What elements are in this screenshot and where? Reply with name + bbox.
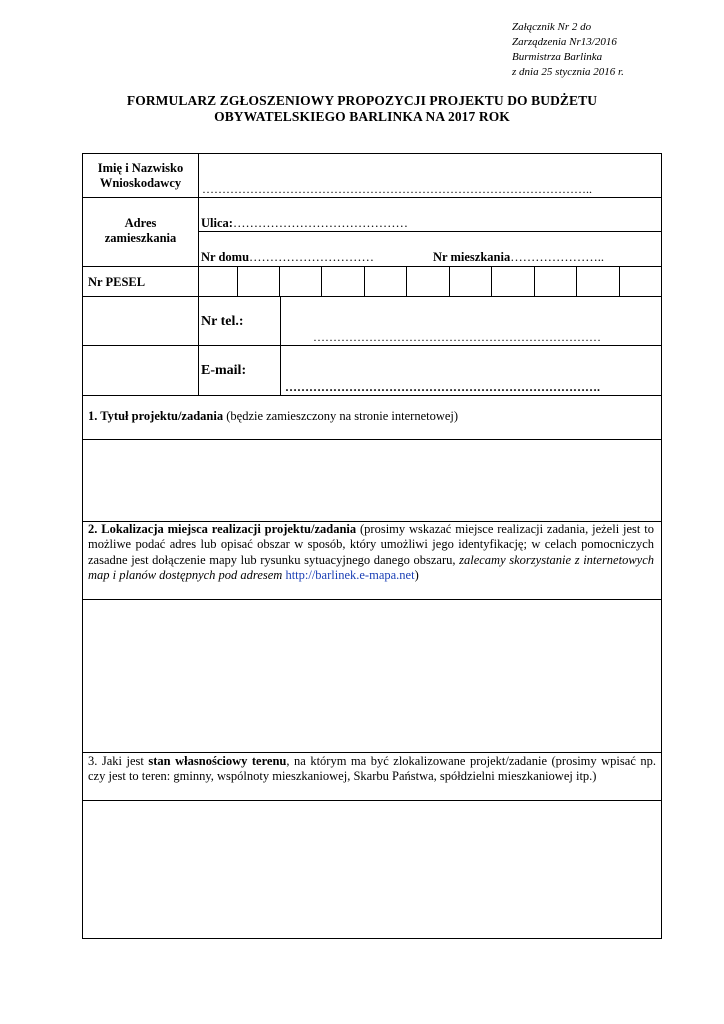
map-link[interactable]: http://barlinek.e-mapa.net [285, 567, 415, 582]
application-form [82, 153, 662, 939]
title-line-2: OBYWATELSKIEGO BARLINKA NA 2017 ROK [214, 109, 510, 124]
flat-field[interactable]: ………………….. [510, 250, 604, 264]
annex-line-3: Burmistrza Barlinka [512, 51, 603, 63]
name-label: Imię i Nazwisko Wnioskodawcy [97, 161, 184, 190]
section-3-answer-area[interactable] [83, 801, 661, 938]
section-1-heading: 1. Tytuł projektu/zadania (będzie zamieszczony na stronie internetowej) [88, 409, 459, 423]
house-field[interactable]: ………………………… [249, 250, 375, 264]
house-row [201, 250, 374, 265]
street-row [201, 216, 408, 231]
street-label: Ulica: [201, 216, 233, 230]
annex-line-2: Zarządzenia Nr13/2016 [512, 36, 617, 48]
annex-line-1: Załącznik Nr 2 do [512, 21, 592, 33]
name-field[interactable]: …………………………………………………………………………………….. [202, 182, 592, 196]
section-3-heading: 3. Jaki jest stan własnościowy terenu, na którym ma być zlokalizowane projekt/zadanie (prosimy wpisać np. czy jest to teren: gminny, wspólnoty mieszkaniowej, Skarbu Państwa, spółdzielni mieszkaniowej itp.) [88, 754, 656, 784]
annex-note [512, 20, 624, 80]
form-title [60, 93, 664, 125]
title-line-1: FORMULARZ ZGŁOSZENIOWY PROPOZYCJI PROJEKTU DO BUDŻETU [126, 93, 598, 108]
flat-label: Nr mieszkania [433, 250, 511, 264]
email-label: E-mail: [201, 363, 247, 378]
address-label: Adres zamieszkania [104, 216, 177, 245]
annex-line-4: z dnia 25 stycznia 2016 r. [512, 66, 624, 78]
flat-row [433, 250, 604, 265]
phone-field[interactable]: ……………………………………………………………… [313, 330, 601, 344]
section-2-answer-area[interactable] [83, 600, 661, 751]
phone-label: Nr tel.: [201, 314, 244, 329]
street-field[interactable]: …………………………………… [232, 216, 408, 230]
section-1-answer-area[interactable] [83, 440, 661, 520]
pesel-label: Nr PESEL [88, 275, 146, 289]
email-field[interactable]: ……………………………………………………………………. [285, 380, 600, 394]
section-2-heading: 2. Lokalizacja miejsca realizacji projektu/zadania (prosimy wskazać miejsce realizacji zadania, jeżeli jest to możliwe podać adres lub opisać obszar w sposób, który umożliwi jego identyfikację; w celach pomocniczych zasadne jest dołączenie mapy lub rysunku sytuacyjnego danego obszaru, zalecamy skorzystanie z internetowych map i planów dostępnych pod adresem http://barlinek.e-mapa.net) [88, 522, 655, 582]
house-label: Nr domu [201, 250, 250, 264]
